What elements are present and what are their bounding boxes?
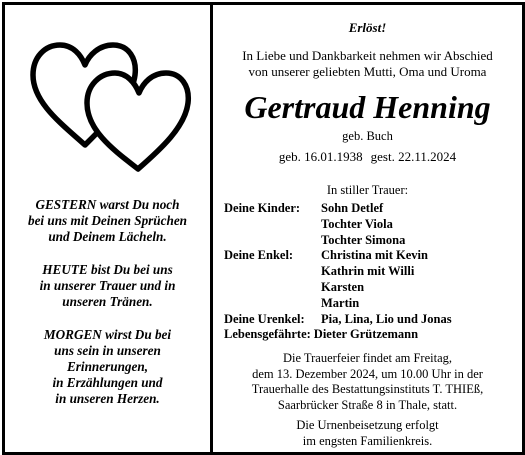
- birth-date: geb. 16.01.1938: [278, 149, 363, 164]
- mourner-group-label: [224, 264, 321, 280]
- verse-line: unseren Tränen.: [62, 294, 153, 309]
- birth-name: geb. Buch: [342, 129, 393, 143]
- mourner-name: Kathrin mit Willi: [321, 264, 415, 279]
- verse-stanza: [5, 197, 210, 245]
- notice-header: Erlöst!: [348, 20, 387, 35]
- mourner-row: [224, 327, 452, 343]
- mourner-row: [224, 296, 452, 312]
- mourner-group-label: [224, 217, 321, 233]
- mourner-row: [224, 280, 452, 296]
- mourner-group-label: Lebensgefährte:: [224, 327, 311, 342]
- two-hearts-icon: [23, 33, 193, 173]
- urn-line: Die Urnenbeisetzung erfolgt: [296, 418, 439, 432]
- verse-line: GESTERN warst Du noch: [35, 197, 180, 212]
- mourner-group-label: [224, 233, 321, 249]
- mourner-group-label: Deine Urenkel:: [224, 311, 305, 326]
- verse-block: [5, 197, 210, 424]
- verse-stanza: [5, 262, 210, 310]
- death-date: gest. 22.11.2024: [370, 149, 457, 164]
- verse-line: HEUTE bist Du bei uns: [42, 262, 173, 277]
- verse-line: bei uns mit Deinen Sprüchen: [27, 213, 188, 228]
- urn-line: im engsten Familienkreis.: [302, 433, 433, 448]
- mourner-row: [224, 312, 452, 328]
- intro-line: von unserer geliebten Mutti, Oma und Uroma: [248, 64, 487, 79]
- mourner-name: Sohn Detlef: [321, 201, 384, 215]
- mourners-list: [224, 201, 452, 343]
- verse-line: und Deinem Lächeln.: [48, 229, 167, 244]
- life-dates: [213, 149, 522, 165]
- verse-line: in Erzählungen und: [52, 375, 163, 390]
- mourner-group-label: Deine Enkel:: [224, 248, 294, 263]
- mourners-title: In stiller Trauer:: [326, 183, 409, 197]
- right-heart-icon: [87, 73, 188, 169]
- mourner-row: [224, 264, 452, 280]
- mourner-name: Dieter Grützemann: [313, 327, 419, 342]
- verse-line: uns sein in unseren: [54, 343, 161, 358]
- mourner-row: [224, 233, 452, 249]
- verse-line: in unseren Herzen.: [55, 391, 160, 406]
- funeral-line: dem 13. Dezember 2024, um 10.00 Uhr in der: [252, 366, 483, 381]
- funeral-line: Trauerhalle des Bestattungsinstituts T. THIEß,: [251, 382, 484, 396]
- mourner-group-label: [224, 296, 321, 312]
- funeral-info: [213, 351, 522, 413]
- mourner-row: [224, 248, 452, 264]
- intro-text: [213, 48, 522, 80]
- mourner-name: Tochter Viola: [321, 216, 393, 231]
- verse-line: MORGEN wirst Du bei: [43, 327, 172, 342]
- mourner-name: Pia, Lina, Lio und Jonas: [321, 311, 452, 326]
- mourner-name: Karsten: [321, 279, 365, 294]
- intro-line: In Liebe und Dankbarkeit nehmen wir Abschied: [242, 48, 493, 63]
- mourner-name: Martin: [321, 295, 360, 310]
- mourner-row: [224, 201, 452, 217]
- mourner-name: Christina mit Kevin: [321, 248, 428, 263]
- mourner-name: Tochter Simona: [321, 232, 406, 247]
- verse-line: in unserer Trauer und in: [39, 278, 176, 293]
- mourner-row: [224, 217, 452, 233]
- verse-line: Erinnerungen,: [67, 359, 148, 374]
- verse-stanza: [5, 327, 210, 407]
- urn-burial-info: [213, 418, 522, 449]
- deceased-name: Gertraud Henning: [244, 89, 491, 125]
- mourner-group-label: [224, 280, 321, 296]
- mourner-group-label: Deine Kinder:: [224, 201, 301, 215]
- obituary-frame: [2, 2, 525, 455]
- funeral-line: Die Trauerfeier findet am Freitag,: [282, 351, 453, 365]
- funeral-line: Saarbrücker Straße 8 in Thale, statt.: [277, 397, 458, 412]
